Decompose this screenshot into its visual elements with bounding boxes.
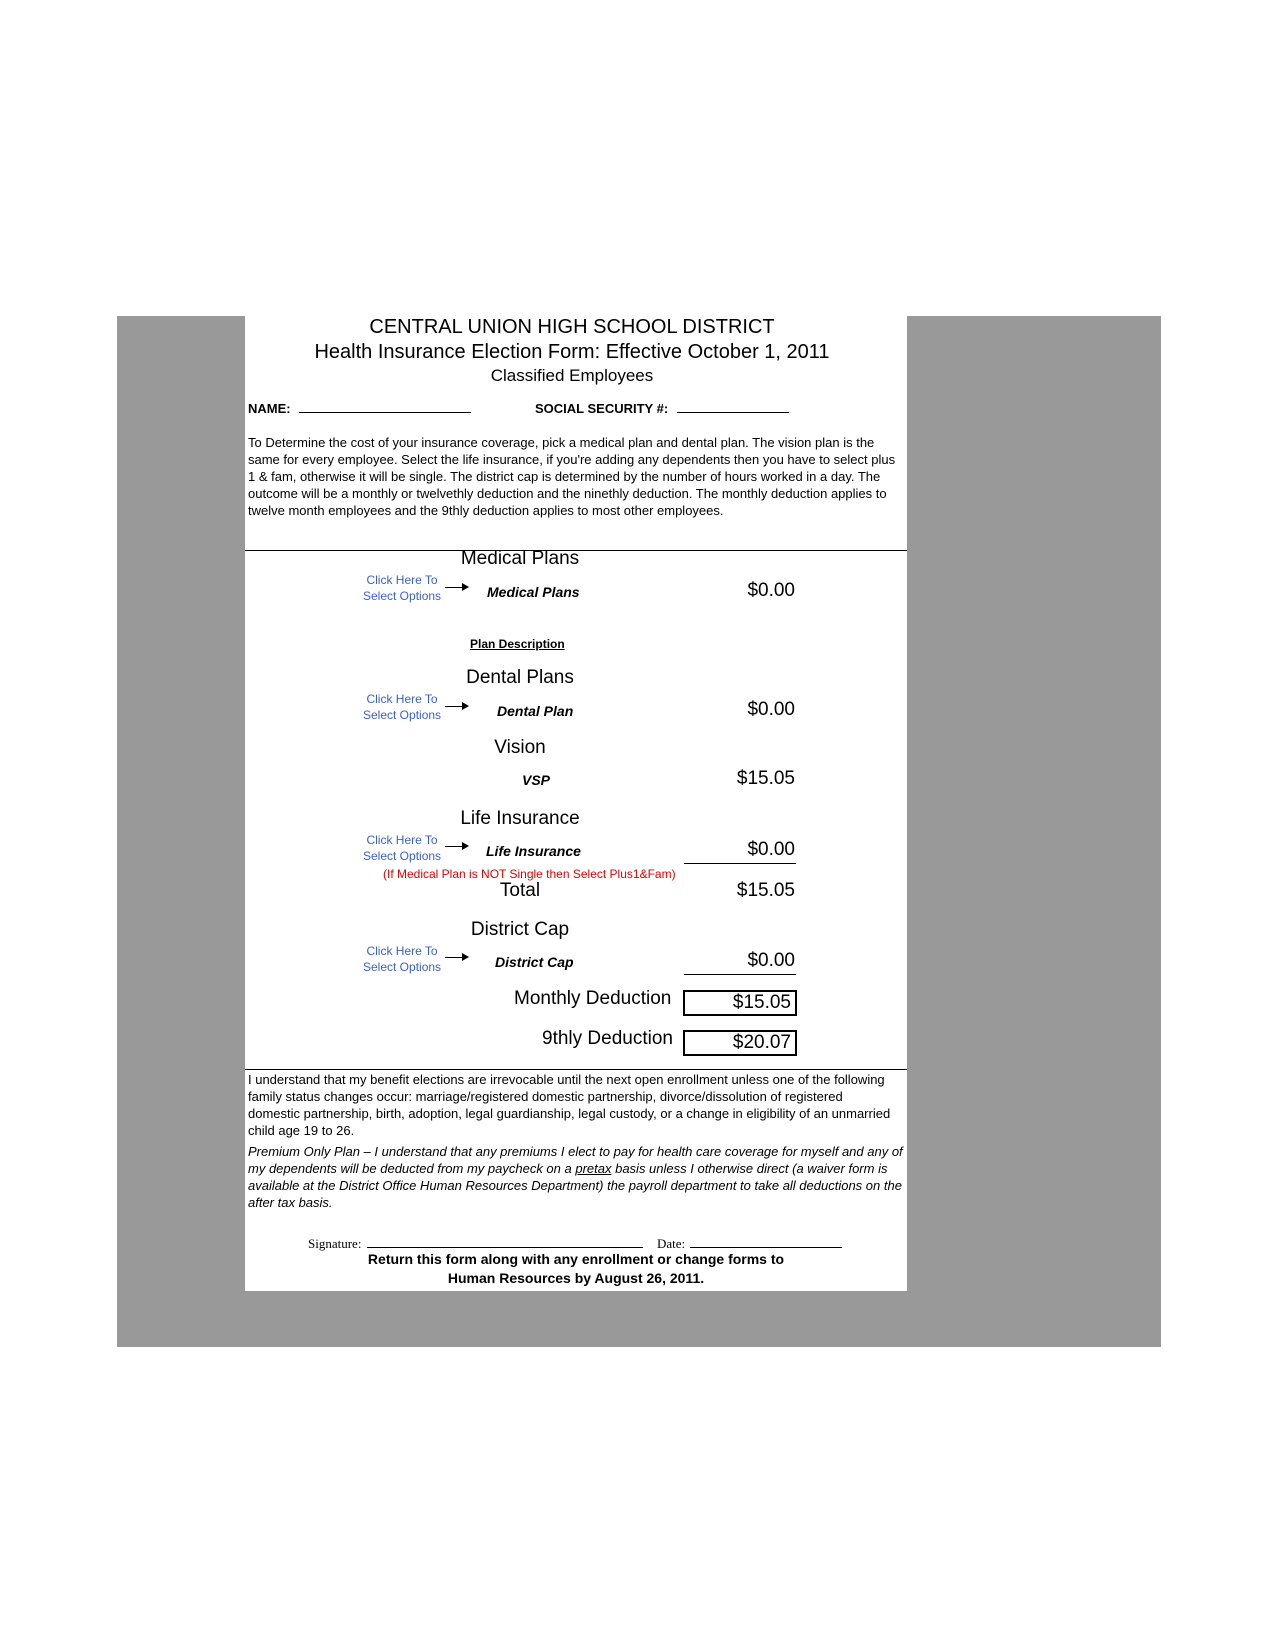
premium-text-before: Premium Only Plan – I understand that any premiums I elect to pay for health care coverage for myself and any of my dependents will be deducted from my paycheck on a: [248, 1144, 903, 1176]
medical-heading: Medical Plans: [460, 548, 580, 569]
plan-description-link[interactable]: Plan Description: [470, 637, 565, 651]
district-cap-amount: $0.00: [747, 950, 795, 971]
life-note: (If Medical Plan is NOT Single then Select Plus1&Fam): [383, 867, 676, 881]
district-cap-label: District Cap: [495, 954, 574, 970]
date-field[interactable]: [657, 1236, 842, 1252]
life-select-link[interactable]: [363, 832, 441, 864]
signature-label: Signature:: [308, 1236, 362, 1251]
link-line-2: Select Options: [363, 589, 442, 603]
vision-plan-label: VSP: [522, 772, 551, 788]
signature-line[interactable]: [367, 1237, 643, 1248]
dental-heading: Dental Plans: [466, 667, 574, 688]
premium-only-plan-statement: [248, 1143, 904, 1211]
signature-field[interactable]: [308, 1236, 643, 1252]
medical-select-link[interactable]: [363, 572, 441, 604]
ninthly-deduction-label: 9thly Deduction: [542, 1028, 673, 1049]
monthly-deduction-amount: $15.05: [683, 990, 797, 1016]
arrow-right-icon: [445, 587, 467, 588]
medical-amount: $0.00: [747, 580, 795, 601]
dental-plan-label: Dental Plan: [497, 703, 574, 719]
vision-amount: $15.05: [736, 768, 795, 789]
ninthly-deduction-amount: $20.07: [683, 1030, 797, 1056]
medical-plan-label: Medical Plans: [487, 584, 580, 600]
name-label: NAME:: [248, 401, 291, 416]
employee-group: Classified Employees: [490, 366, 654, 385]
return-instruction-line2: Human Resources by August 26, 2011.: [447, 1270, 705, 1286]
premium-text-after: basis unless I otherwise direct (a waiver form is available at the District Office Human Resources Department) the payroll department to take all deductions on the after tax basis.: [248, 1161, 902, 1210]
life-amount: $0.00: [747, 839, 795, 860]
name-input-line[interactable]: [299, 400, 471, 413]
ssn-field[interactable]: [535, 400, 789, 418]
district-title: CENTRAL UNION HIGH SCHOOL DISTRICT: [369, 316, 775, 338]
link-line-1: Click Here To: [366, 944, 438, 958]
link-line-1: Click Here To: [366, 833, 438, 847]
form-title: Health Insurance Election Form: Effective October 1, 2011: [314, 341, 830, 363]
instructions-text: To Determine the cost of your insurance coverage, pick a medical plan and dental plan. The vision plan is the same for every employee. Select the life insurance, if you're adding any dependents then you have to select plus 1 & fam, otherwise it will be single. The district cap is determined by the number of hours worked in a day. The outcome will be a monthly or twelvethly deduction and the ninethly deduction. The monthly deduction applies to twelve month employees and the 9thly deduction applies to most other employees.: [248, 435, 896, 518]
link-line-2: Select Options: [363, 708, 442, 722]
election-form: [245, 316, 907, 1291]
dental-select-link[interactable]: [363, 691, 441, 723]
date-line[interactable]: [690, 1237, 842, 1248]
life-heading: Life Insurance: [460, 808, 580, 829]
ssn-label: SOCIAL SECURITY #:: [535, 401, 669, 416]
dental-amount: $0.00: [747, 699, 795, 720]
date-label: Date:: [657, 1236, 686, 1251]
vision-heading: Vision: [494, 737, 546, 758]
link-line-2: Select Options: [363, 849, 442, 863]
link-line-2: Select Options: [363, 960, 442, 974]
divider-bottom: [245, 1069, 907, 1070]
total-amount: $15.05: [736, 880, 795, 901]
irrevocable-statement: I understand that my benefit elections are irrevocable until the next open enrollment unless one of the following family status changes occur: marriage/registered domestic partnership, divorce/dissolution of registered domestic partnership, birth, adoption, legal guardianship, legal custody, or a change in eligibility of an unmarried child age 19 to 26.: [248, 1072, 891, 1138]
arrow-right-icon: [445, 846, 467, 847]
return-instruction-line1: Return this form along with any enrollment or change forms to: [367, 1251, 785, 1267]
district-cap-underline: [684, 974, 796, 975]
pretax-term: pretax: [575, 1161, 612, 1176]
life-plan-label: Life Insurance: [486, 843, 581, 859]
arrow-right-icon: [445, 706, 467, 707]
monthly-deduction-label: Monthly Deduction: [514, 988, 672, 1009]
district-cap-select-link[interactable]: [363, 943, 441, 975]
life-amount-underline: [684, 863, 796, 864]
district-cap-heading: District Cap: [470, 919, 570, 940]
arrow-right-icon: [445, 957, 467, 958]
ssn-input-line[interactable]: [677, 400, 789, 413]
link-line-1: Click Here To: [366, 573, 438, 587]
total-label: Total: [499, 880, 541, 901]
name-field[interactable]: [248, 400, 471, 418]
link-line-1: Click Here To: [366, 692, 438, 706]
